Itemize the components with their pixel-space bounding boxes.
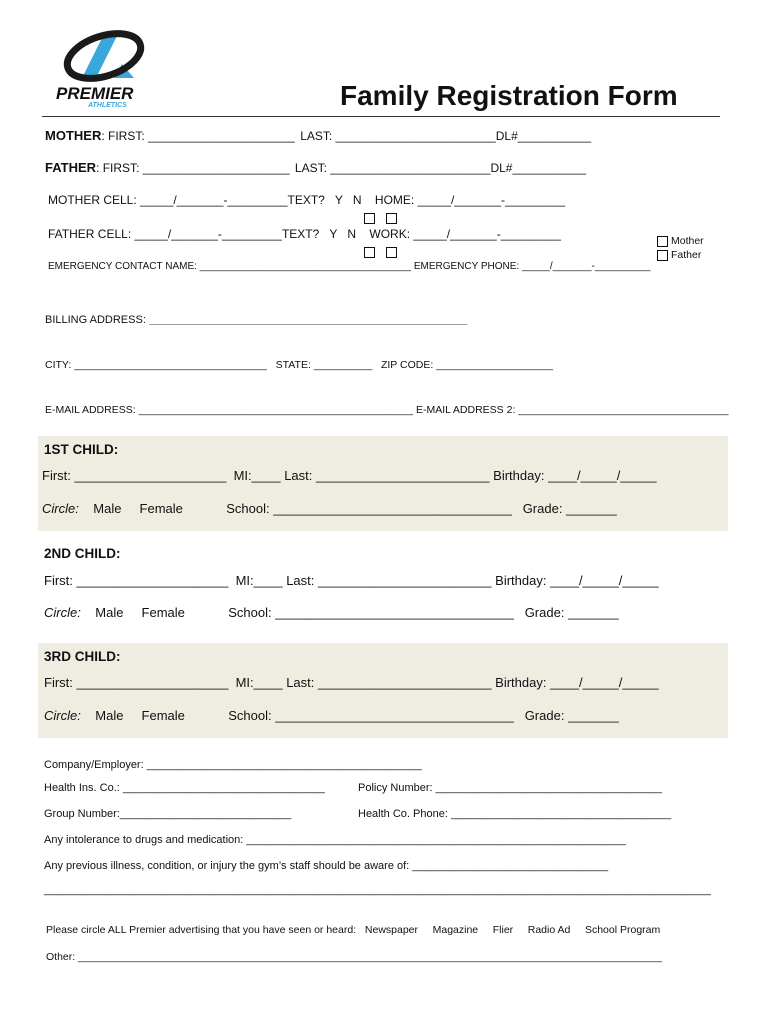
child-2-birthday-field[interactable]: ____/_____/_____ — [550, 573, 659, 588]
child-1-mi-label: MI: — [233, 468, 252, 483]
child-3-mi-label: MI: — [235, 675, 254, 690]
emergency-name-field[interactable]: ______________________________________ — [199, 261, 412, 272]
father-first-field[interactable]: ______________________ — [142, 161, 290, 175]
child-1-first-field[interactable]: _____________________ — [74, 468, 227, 483]
billing-label: BILLING ADDRESS: — [45, 314, 146, 326]
child-3-birthday-label: Birthday: — [495, 675, 547, 690]
work-mother-label: Mother — [671, 235, 704, 247]
child-2-first-field[interactable]: _____________________ — [76, 573, 229, 588]
child-2-detail-row — [44, 605, 619, 620]
child-3-female-option[interactable]: Female — [141, 708, 185, 723]
group-label: Group Number: — [44, 808, 120, 820]
child-1-detail-row — [42, 501, 617, 516]
email2-field[interactable]: ____________________________________ — [518, 404, 729, 416]
child-1-mi-field[interactable]: ____ — [251, 468, 281, 483]
child-2-school-label: School: — [228, 605, 272, 620]
advertising-row — [46, 924, 660, 936]
work-father-checkbox[interactable] — [657, 250, 668, 261]
ad-option-school-program[interactable]: School Program — [584, 924, 661, 936]
father-label: FATHER — [45, 160, 97, 175]
mother-label: MOTHER — [45, 128, 102, 143]
child-1-name-row: First: _____________________ MI:____ Last: ________________________ Birthday: ____/_____/_____ — [42, 468, 657, 483]
company-label: Company/Employer: — [44, 759, 144, 771]
mother-last-field[interactable]: ________________________ — [335, 129, 496, 143]
billing-field[interactable]: ____________________________________________________ — [148, 314, 468, 326]
father-cell-label: FATHER CELL — [48, 227, 128, 241]
mother-first-label: FIRST — [108, 129, 142, 143]
health-phone-label: Health Co. Phone: — [358, 808, 448, 820]
child-3-first-field[interactable]: _____________________ — [76, 675, 229, 690]
advertising-prompt: Please circle ALL Premier advertising that you have seen or heard: — [46, 924, 357, 936]
emergency-phone-label: EMERGENCY PHONE — [413, 261, 517, 272]
work-mother-checkbox[interactable] — [657, 236, 668, 247]
mother-text-label: TEXT? — [287, 193, 325, 207]
health-ins-row — [44, 782, 325, 794]
father-row: FATHER: FIRST: ______________________ LAST: ________________________DL#___________ — [45, 160, 586, 175]
group-field[interactable]: ____________________________ — [119, 808, 292, 820]
company-field[interactable]: _____________________________________________ — [146, 759, 423, 771]
child-2-section — [38, 541, 728, 636]
child-2-name-row: First: _____________________ MI:____ Last: ________________________ Birthday: ____/_____/_____ — [44, 573, 659, 588]
mother-text-yes: Y — [334, 193, 343, 207]
work-father-label: Father — [671, 249, 702, 261]
father-dl-field[interactable]: ___________ — [512, 161, 586, 175]
child-2-female-option[interactable]: Female — [141, 605, 185, 620]
child-1-section — [38, 436, 728, 531]
child-3-last-label: Last — [286, 675, 311, 690]
child-2-first-label: First — [44, 573, 70, 588]
logo-sub: ATHLETICS — [88, 102, 127, 109]
father-text-checkboxes — [364, 244, 400, 262]
ad-option-flier[interactable]: Flier — [492, 924, 514, 936]
father-dl-label: DL# — [490, 161, 513, 175]
intolerance-row — [44, 834, 626, 846]
father-last-field[interactable]: ________________________ — [330, 161, 491, 175]
mother-dl-field[interactable]: ___________ — [517, 129, 592, 143]
child-3-grade-label: Grade: — [524, 708, 565, 723]
father-cell-field[interactable]: _____/_______-_________ — [134, 227, 282, 241]
emergency-row: EMERGENCY CONTACT NAME: ______________________________________ EMERGENCY PHONE: _____/_______-__________ — [48, 261, 651, 272]
state-field[interactable]: __________ — [313, 359, 373, 371]
child-3-school-field[interactable]: _________________________________ — [275, 708, 514, 723]
city-field[interactable]: _________________________________ — [74, 359, 267, 371]
father-cell-row: FATHER CELL: _____/_______-_________TEXT? Y N WORK: _____/_______-_________ — [48, 227, 561, 241]
title-rule — [42, 116, 720, 117]
child-3-circle-label: Circle: — [44, 708, 81, 723]
child-3-first-label: First — [44, 675, 70, 690]
billing-row — [45, 314, 467, 326]
child-2-school-field[interactable]: _________________________________ — [275, 605, 514, 620]
child-1-school-field[interactable]: _________________________________ — [273, 501, 512, 516]
mother-row: MOTHER: FIRST: ______________________ LAST: ________________________DL#___________ — [45, 128, 592, 143]
father-text-no-checkbox[interactable] — [386, 247, 397, 258]
child-3-section — [38, 643, 728, 738]
father-first-label: FIRST — [102, 161, 137, 175]
child-1-grade-field[interactable]: _______ — [566, 501, 617, 516]
home-phone-field[interactable]: _____/_______-_________ — [417, 193, 566, 207]
work-owner-options — [657, 234, 704, 262]
ad-option-radio-ad[interactable]: Radio Ad — [527, 924, 571, 936]
company-row — [44, 759, 422, 771]
premier-logo — [52, 26, 152, 116]
child-1-first-label: First — [42, 468, 68, 483]
child-2-mi-label: MI: — [235, 573, 254, 588]
child-3-mi-field[interactable]: ____ — [253, 675, 283, 690]
work-phone-field[interactable]: _____/_______-_________ — [413, 227, 561, 241]
email-label: E-MAIL ADDRESS — [45, 404, 133, 416]
father-text-label: TEXT? — [281, 227, 320, 241]
mother-text-checkboxes — [364, 210, 400, 228]
illness-field[interactable]: ________________________________ — [412, 860, 609, 872]
email-field[interactable]: _______________________________________________ — [138, 404, 414, 416]
father-text-no: N — [347, 227, 357, 241]
zip-field[interactable]: ____________________ — [436, 359, 554, 371]
other-row — [46, 951, 662, 963]
child-1-last-field[interactable]: ________________________ — [316, 468, 490, 483]
email2-label: E-MAIL ADDRESS 2 — [415, 404, 513, 416]
child-3-name-row: First: _____________________ MI:____ Last: ________________________ Birthday: ____/_____/_____ — [44, 675, 659, 690]
health-ins-label: Health Ins. Co.: — [44, 782, 120, 794]
child-1-female-option[interactable]: Female — [139, 501, 183, 516]
mother-cell-row: MOTHER CELL: _____/_______-_________TEXT? Y N HOME: _____/_______-_________ — [48, 193, 566, 207]
child-3-male-option[interactable]: Male — [95, 708, 124, 723]
child-2-mi-field[interactable]: ____ — [253, 573, 283, 588]
child-3-birthday-field[interactable]: ____/_____/_____ — [550, 675, 659, 690]
mother-text-no-checkbox[interactable] — [386, 213, 397, 224]
intolerance-field[interactable]: ______________________________________________________________ — [246, 834, 626, 846]
father-last-label: LAST — [294, 161, 324, 175]
child-2-last-label: Last — [286, 573, 311, 588]
mother-cell-field[interactable]: _____/_______-_________ — [140, 193, 288, 207]
zip-label: ZIP CODE — [380, 359, 431, 371]
child-3-school-label: School: — [228, 708, 272, 723]
child-2-circle-label: Circle: — [44, 605, 81, 620]
child-2-last-field[interactable]: ________________________ — [318, 573, 492, 588]
illness-label: Any previous illness, condition, or injury the gym’s staff should be aware of: — [44, 860, 410, 872]
child-2-male-option[interactable]: Male — [95, 605, 124, 620]
health-phone-row — [358, 808, 671, 820]
child-1-school-label: School: — [226, 501, 270, 516]
child-1-grade-label: Grade: — [522, 501, 563, 516]
mother-last-label: LAST — [300, 129, 329, 143]
ad-option-newspaper[interactable]: Newspaper — [364, 924, 419, 936]
child-2-grade-field[interactable]: _______ — [568, 605, 619, 620]
health-ins-field[interactable]: _________________________________ — [122, 782, 325, 794]
child-3-grade-field[interactable]: _______ — [568, 708, 619, 723]
logo-brand: PREMIER — [56, 84, 134, 103]
father-text-yes-checkbox[interactable] — [364, 247, 375, 258]
child-3-heading: 3RD CHILD: — [44, 649, 121, 664]
illness-field-line2[interactable]: _____________________________________________________________________________________________________________ — [44, 884, 711, 896]
mother-text-no: N — [352, 193, 362, 207]
mother-dl-label: DL# — [495, 129, 518, 143]
other-field[interactable]: ____________________________________________________________________________________________________ — [78, 951, 663, 963]
work-label: WORK — [369, 227, 407, 241]
child-1-heading: 1ST CHILD: — [44, 442, 119, 457]
mother-cell-label: MOTHER CELL — [48, 193, 134, 207]
child-1-last-label: Last — [284, 468, 309, 483]
child-2-grade-label: Grade: — [524, 605, 565, 620]
policy-label: Policy Number: — [358, 782, 433, 794]
other-label: Other: — [46, 951, 76, 963]
health-phone-field[interactable]: ____________________________________ — [450, 808, 672, 820]
state-label: STATE — [275, 359, 308, 371]
intolerance-label: Any intolerance to drugs and medication: — [44, 834, 244, 846]
child-1-birthday-field[interactable]: ____/_____/_____ — [548, 468, 657, 483]
policy-row — [358, 782, 662, 794]
child-3-last-field[interactable]: ________________________ — [318, 675, 492, 690]
emergency-name-label: EMERGENCY CONTACT NAME — [48, 261, 195, 272]
father-text-yes: Y — [329, 227, 338, 241]
ad-option-magazine[interactable]: Magazine — [432, 924, 479, 936]
illness-row — [44, 860, 608, 872]
email-row: E-MAIL ADDRESS: _______________________________________________ E-MAIL ADDRESS 2: ____________________________________ — [45, 404, 729, 416]
child-1-birthday-label: Birthday: — [493, 468, 545, 483]
emergency-phone-field[interactable]: _____/_______-__________ — [522, 261, 651, 272]
city-label: CITY — [45, 359, 69, 371]
child-3-detail-row — [44, 708, 619, 723]
policy-field[interactable]: _____________________________________ — [435, 782, 662, 794]
city-row: CITY: _________________________________ STATE: __________ ZIP CODE: ____________________ — [45, 359, 554, 371]
child-2-birthday-label: Birthday: — [495, 573, 547, 588]
home-label: HOME — [374, 193, 411, 207]
page-title: Family Registration Form — [340, 80, 678, 111]
child-1-circle-label: Circle: — [42, 501, 79, 516]
child-2-heading: 2ND CHILD: — [44, 546, 121, 561]
mother-first-field[interactable]: ______________________ — [148, 129, 295, 143]
group-row — [44, 808, 291, 820]
mother-text-yes-checkbox[interactable] — [364, 213, 375, 224]
child-1-male-option[interactable]: Male — [93, 501, 122, 516]
